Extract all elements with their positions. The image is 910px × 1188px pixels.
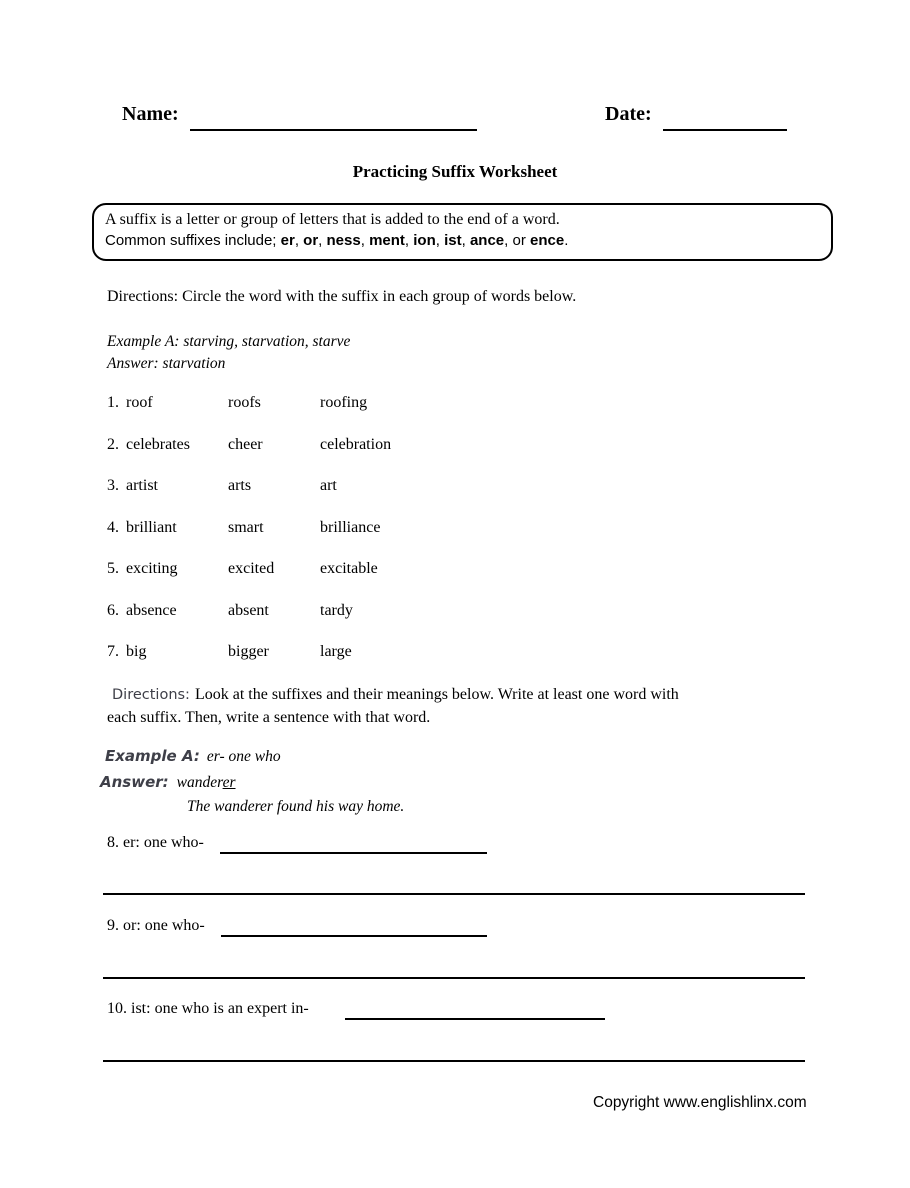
item-number: 1. xyxy=(107,394,119,411)
directions-2-text-line1: Look at the suffixes and their meanings below. Write at least one word with xyxy=(194,686,679,703)
item-number: 2. xyxy=(107,435,119,453)
definition-line: A suffix is a letter or group of letters that is added to the end of a word. xyxy=(105,211,560,228)
word-option: celebration xyxy=(320,435,392,453)
word-option: large xyxy=(320,643,352,660)
word-option: roof xyxy=(126,394,153,411)
word-option: absence xyxy=(126,601,177,619)
word-row xyxy=(107,436,391,478)
item-number: 6. xyxy=(107,601,119,619)
word-row xyxy=(107,477,391,519)
word-option: bigger xyxy=(228,643,269,660)
word-option: roofs xyxy=(228,394,261,411)
example-a-answer: Answer: starvation xyxy=(107,355,226,372)
example-b-answer-word: wander xyxy=(176,773,223,791)
item-number: 3. xyxy=(107,477,119,494)
word-option: artist xyxy=(126,477,158,494)
example-a-block xyxy=(107,331,350,375)
word-group-list xyxy=(107,394,391,685)
word-option: smart xyxy=(228,518,264,536)
word-option: excited xyxy=(228,560,275,577)
word-option: roofing xyxy=(320,394,368,411)
word-option: exciting xyxy=(126,560,178,577)
name-label: Name: xyxy=(122,103,179,125)
example-b-value: er- one who xyxy=(206,748,281,765)
word-option: art xyxy=(320,477,337,494)
name-blank-line xyxy=(190,129,477,131)
word-row xyxy=(107,602,391,644)
item-number: 4. xyxy=(107,518,119,536)
question-10-sentence-blank xyxy=(103,1060,805,1062)
directions-1: Directions: Circle the word with the suffix in each group of words below. xyxy=(107,288,577,305)
directions-2-label: Directions: xyxy=(112,687,190,703)
word-option: celebrates xyxy=(126,435,190,453)
word-option: excitable xyxy=(320,560,378,577)
word-row xyxy=(107,394,391,436)
directions-2 xyxy=(107,684,813,728)
example-b-block xyxy=(100,744,404,820)
item-number: 5. xyxy=(107,560,119,577)
word-option: cheer xyxy=(228,435,263,453)
copyright-text: Copyright www.englishlinx.com xyxy=(593,1094,807,1111)
word-option: big xyxy=(126,643,147,660)
question-10-label: 10. ist: one who is an expert in- xyxy=(107,1000,309,1017)
word-row xyxy=(107,643,391,685)
question-8-label: 8. er: one who- xyxy=(107,834,204,851)
word-row xyxy=(107,519,391,561)
date-blank-line xyxy=(663,129,787,131)
question-8-sentence-blank xyxy=(103,893,805,895)
word-row xyxy=(107,560,391,602)
word-option: absent xyxy=(228,601,269,619)
question-9-word-blank xyxy=(221,935,487,937)
word-option: brilliant xyxy=(126,518,177,536)
word-option: arts xyxy=(228,477,252,494)
suffix-definition-box xyxy=(92,203,833,261)
question-8-word-blank xyxy=(220,852,487,854)
common-suffixes-line: Common suffixes include; er, or, ness, ment, ion, ist, ance, or ence. xyxy=(105,232,569,249)
item-number: 7. xyxy=(107,643,119,660)
question-9-sentence-blank xyxy=(103,977,805,979)
example-b-answer-suffix: er xyxy=(222,773,236,791)
example-b-label: Example A: xyxy=(105,747,200,765)
question-10-word-blank xyxy=(345,1018,605,1020)
directions-2-text-line2: each suffix. Then, write a sentence with that word. xyxy=(107,708,431,726)
date-label: Date: xyxy=(605,103,652,125)
example-b-sentence: The wanderer found his way home. xyxy=(187,798,405,815)
word-option: brilliance xyxy=(320,518,381,536)
question-9-label: 9. or: one who- xyxy=(107,917,205,934)
page-title: Practicing Suffix Worksheet xyxy=(352,162,558,181)
word-option: tardy xyxy=(320,601,353,619)
example-b-answer-label: Answer: xyxy=(100,772,169,791)
example-a-line: Example A: starving, starvation, starve xyxy=(107,333,351,350)
